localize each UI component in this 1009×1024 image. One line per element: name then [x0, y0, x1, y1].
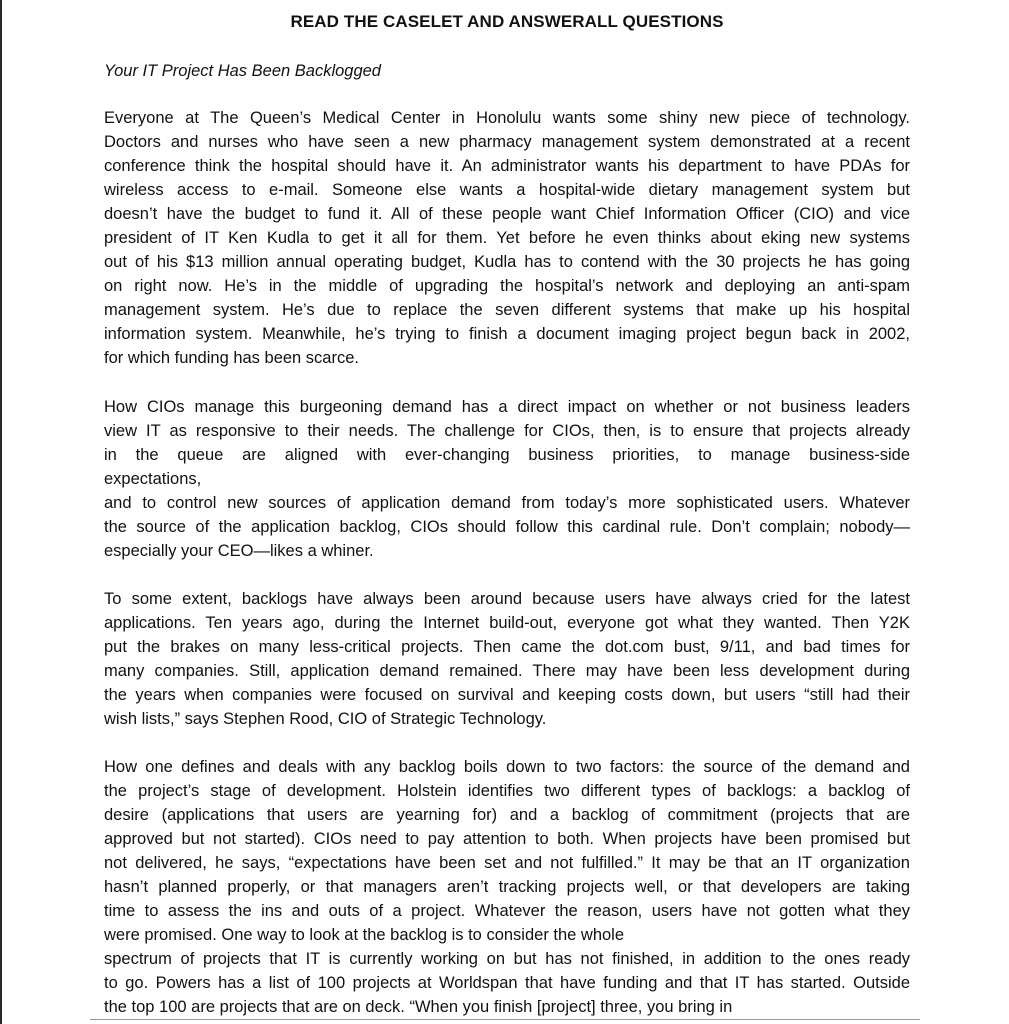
paragraph-line: were promised. One way to look at the backlog is to consider the whole [104, 926, 625, 944]
paragraph-line: for which funding has been scarce. [104, 349, 359, 367]
paragraph-line: conference think the hospital should have it. An administrator wants his department to have PDAs for [104, 157, 910, 175]
paragraph-line: view IT as responsive to their needs. The challenge for CIOs, then, is to ensure that projects already [104, 422, 910, 440]
page-left-edge [0, 0, 2, 1024]
page-bottom-rule [90, 1019, 920, 1020]
paragraph-line: and to control new sources of application demand from today’s more sophisticated users. Whatever [104, 494, 910, 512]
paragraph-3 [104, 587, 910, 731]
paragraph-line: on right now. He’s in the middle of upgrading the hospital’s network and deploying an anti-spam [104, 277, 910, 295]
paragraph-line: approved but not started). CIOs need to pay attention to both. When projects have been promised but [104, 830, 910, 848]
paragraph-1 [104, 106, 910, 370]
paragraph-line: information system. Meanwhile, he’s trying to finish a document imaging project begun back in 2002, [104, 325, 910, 343]
paragraph-line: Doctors and nurses who have seen a new pharmacy management system demonstrated at a recent [104, 133, 910, 151]
paragraph-line: time to assess the ins and outs of a project. Whatever the reason, users have not gotten what they [104, 902, 910, 920]
paragraph-line: not delivered, he says, “expectations have been set and not fulfilled.” It may be that an IT organization [104, 854, 910, 872]
paragraph-line: wish lists,” says Stephen Rood, CIO of Strategic Technology. [104, 710, 547, 728]
paragraph-line: doesn’t have the budget to fund it. All of these people want Chief Information Officer (CIO) and vice [104, 205, 910, 223]
paragraph-line: expectations, [104, 470, 202, 488]
page-heading: READ THE CASELET AND ANSWERALL QUESTIONS [290, 12, 724, 31]
paragraph-4 [104, 755, 910, 1019]
paragraph-line: the years when companies were focused on survival and keeping costs down, but users “still had their [104, 686, 910, 704]
case-title: Your IT Project Has Been Backlogged [104, 62, 381, 80]
paragraph-line: the project’s stage of development. Holstein identifies two different types of backlogs: a backlog of [104, 782, 910, 800]
paragraph-line: To some extent, backlogs have always been around because users have always cried for the latest [104, 590, 910, 608]
paragraph-line: applications. Ten years ago, during the Internet build-out, everyone got what they wanted. Then Y2K [104, 614, 910, 632]
paragraph-line: hasn’t planned properly, or that managers aren’t tracking projects well, or that developers are taking [104, 878, 910, 896]
paragraph-line: in the queue are aligned with ever-changing business priorities, to manage business-side [104, 446, 910, 464]
paragraph-line: many companies. Still, application demand remained. There may have been less development during [104, 662, 910, 680]
paragraph-line: wireless access to e-mail. Someone else wants a hospital-wide dietary management system but [104, 181, 910, 199]
paragraph-line: out of his $13 million annual operating budget, Kudla has to contend with the 30 projects he has going [104, 253, 910, 271]
paragraph-line: How one defines and deals with any backlog boils down to two factors: the source of the demand and [104, 758, 910, 776]
paragraph-line: desire (applications that users are yearning for) and a backlog of commitment (projects that are [104, 806, 910, 824]
paragraph-line: management system. He’s due to replace the seven different systems that make up his hospital [104, 301, 910, 319]
paragraph-line: How CIOs manage this burgeoning demand has a direct impact on whether or not business leaders [104, 398, 910, 416]
paragraph-line: spectrum of projects that IT is currently working on but has not finished, in addition to the ones ready [104, 950, 910, 968]
paragraph-line: president of IT Ken Kudla to get it all for them. Yet before he even thinks about eking new systems [104, 229, 910, 247]
paragraph-2 [104, 395, 910, 563]
paragraph-line: to go. Powers has a list of 100 projects at Worldspan that have funding and that IT has started. Outside [104, 974, 910, 992]
paragraph-line: Everyone at The Queen’s Medical Center in Honolulu wants some shiny new piece of technology. [104, 109, 910, 127]
paragraph-line: put the brakes on many less-critical projects. Then came the dot.com bust, 9/11, and bad times for [104, 638, 910, 656]
paragraph-line: the source of the application backlog, CIOs should follow this cardinal rule. Don’t complain; nobody— [104, 518, 910, 536]
paragraph-line: the top 100 are projects that are on deck. “When you finish [project] three, you bring in [104, 998, 733, 1016]
paragraph-line: especially your CEO—likes a whiner. [104, 542, 374, 560]
